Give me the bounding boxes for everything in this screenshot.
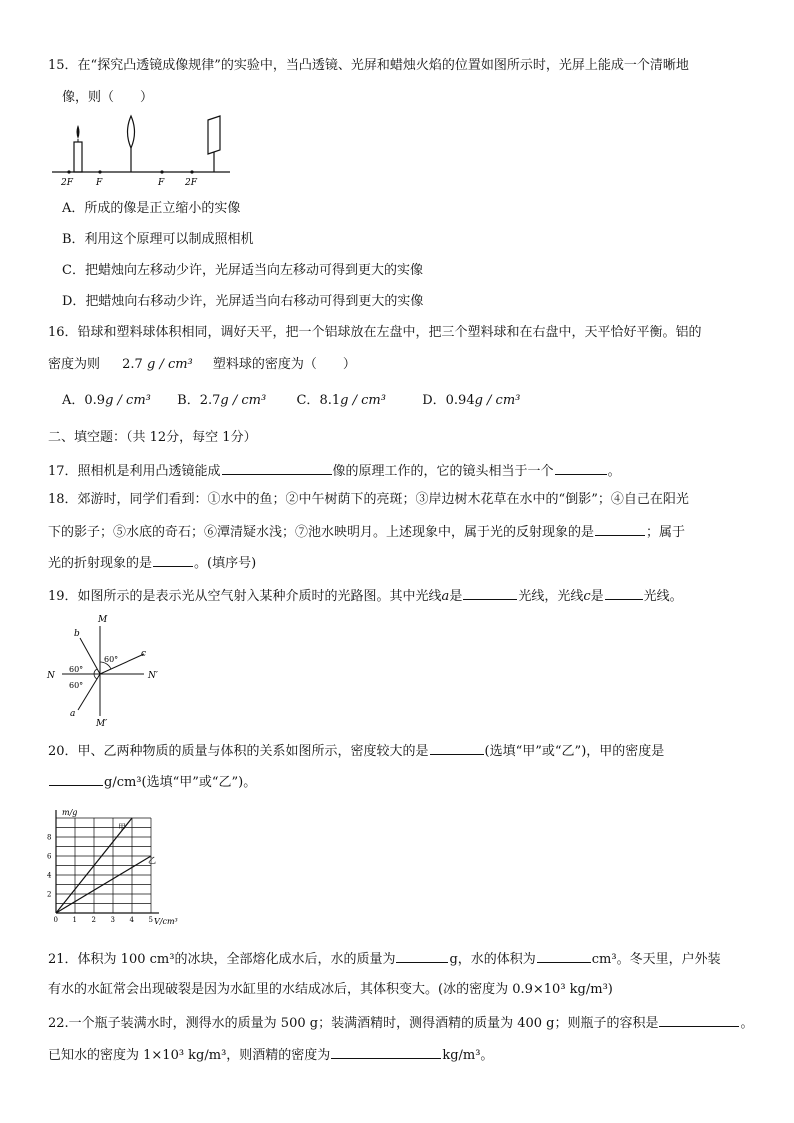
q18-line3-post: 。(填序号) <box>194 556 257 571</box>
chart-ylabel: m/g <box>62 808 78 817</box>
q22-line2-pre: 已知水的密度为 1×10³ kg/m³，则酒精的密度为 <box>48 1048 331 1063</box>
q18-line1: 18．郊游时，同学们看到：①水中的鱼；②中午树荫下的亮斑；③岸边树木花草在水中的“倒影”；④自己在阳光 <box>48 492 689 507</box>
q15-option-d: D．把蜡烛向右移动少许，光屏适当向右移动可得到更大的实像 <box>62 294 424 309</box>
q19-post: 光线。 <box>643 589 683 604</box>
q19-blank-2[interactable] <box>605 586 643 600</box>
q21-line1-mid: g，水的体积为 <box>449 952 536 967</box>
chart-y-tick-label: 4 <box>47 871 52 880</box>
q17-blank-1[interactable] <box>222 461 332 475</box>
q18-blank-reflection[interactable] <box>595 522 645 536</box>
chart-x-tick-label: 3 <box>110 916 115 924</box>
q16-option-c-label: C． <box>296 393 320 408</box>
label-m-prime: M′ <box>96 719 108 729</box>
q21-blank-volume[interactable] <box>537 949 591 963</box>
q16-option-d-unit: g / cm³ <box>474 393 521 408</box>
q19-mid2: 光线，光线 <box>518 589 584 604</box>
section-heading-fill-in: 二、填空题：（共 12分，每空 1分） <box>48 430 257 445</box>
candle-flame <box>77 125 80 139</box>
q22-blank-capacity[interactable] <box>659 1013 739 1027</box>
q20-line1-post: (选填“甲”或“乙”)，甲的密度是 <box>484 744 665 759</box>
q20-blank-2[interactable] <box>49 772 103 786</box>
chart-xlabel: V/cm³ <box>154 917 178 926</box>
q19-mid1: 是 <box>449 589 463 604</box>
chart-series-label-2: 乙 <box>148 856 156 865</box>
candle <box>74 142 82 172</box>
q20-line2 <box>48 772 256 792</box>
q19-blank-1[interactable] <box>463 586 517 600</box>
label-c: c <box>141 649 147 659</box>
q21-line1-pre: 21．体积为 100 cm³的冰块，全部熔化成水后，水的质量为 <box>48 952 396 967</box>
q21-line1-post: cm³。冬天里，户外装 <box>591 952 721 967</box>
q18-blank-refraction[interactable] <box>153 553 193 567</box>
q16-unit: g / cm³ <box>146 357 193 372</box>
q16-stem-line1: 16．铅球和塑料球体积相同，调好天平，把一个铝球放在左盘中，把三个塑料球和在右盘中，天平恰好平衡。铝的 <box>48 325 702 340</box>
q16-stem-line2 <box>48 356 356 374</box>
q15-stem-line1: 15．在“探究凸透镜成像规律”的实验中，当凸透镜、光屏和蜡烛火焰的位置如图所示时，光屏上能成一个清晰地 <box>48 58 689 73</box>
q15-option-b: B．利用这个原理可以制成照相机 <box>62 232 254 247</box>
q16-option-b-label: B． <box>177 393 200 408</box>
angle-label-3: 60° <box>104 655 119 664</box>
axis-label-f-left: F <box>96 178 103 188</box>
q19-ray-a: a <box>441 589 450 604</box>
q17-pre: 17．照相机是利用凸透镜能成 <box>48 464 221 479</box>
chart-x-tick-label: 2 <box>91 916 96 924</box>
q16-option-b <box>177 393 266 408</box>
q22-line1-post: 。 <box>740 1016 754 1031</box>
q18-line3-pre: 光的折射现象的是 <box>48 556 153 571</box>
label-m: M <box>98 615 108 625</box>
q17-blank-2[interactable] <box>555 461 607 475</box>
q15-option-a: A．所成的像是正立缩小的实像 <box>62 201 241 216</box>
q17-mid: 像的原理工作的，它的镜头相当于一个 <box>332 464 554 479</box>
q16-option-d-value: 0.94 <box>445 393 475 408</box>
mass-volume-chart <box>44 800 178 930</box>
q15-option-c: C．把蜡烛向左移动少许，光屏适当向左移动可得到更大的实像 <box>62 263 423 278</box>
label-a: a <box>70 709 76 719</box>
q16-stem-pre: 密度为则 <box>48 357 101 372</box>
q15-stem-line2: 像，则（ ） <box>62 90 154 105</box>
chart-x-tick-label: 4 <box>129 916 134 924</box>
q16-option-a <box>62 393 151 408</box>
chart-y-tick-label: 6 <box>47 852 52 861</box>
q16-options <box>62 392 520 410</box>
q21-line1 <box>48 949 721 969</box>
q20-blank-1[interactable] <box>430 741 484 755</box>
chart-x-tick-label: 5 <box>148 916 153 924</box>
q18-line2-pre: 下的影子；⑤水底的奇石；⑥潭清疑水浅；⑦池水映明月。上述现象中，属于光的反射现象的是 <box>48 525 595 540</box>
q16-option-c-unit: g / cm³ <box>340 393 386 408</box>
axis-label-f-right: F <box>158 178 165 188</box>
axis-label-2f-left: 2F <box>61 178 73 188</box>
chart-series-label-1: 甲 <box>118 823 126 832</box>
light-screen <box>208 116 220 154</box>
q17 <box>48 461 621 481</box>
q16-option-a-unit: g / cm³ <box>105 393 151 408</box>
q16-option-b-unit: g / cm³ <box>220 393 267 408</box>
angle-label-1: 60° <box>69 665 84 674</box>
axis-label-2f-right: 2F <box>185 178 197 188</box>
q16-option-c-value: 8.1 <box>319 393 341 408</box>
q16-al-density-value: 2.7 <box>122 357 143 372</box>
q19-ray-c: c <box>583 589 591 604</box>
q19 <box>48 586 683 606</box>
q20-line1 <box>48 741 664 761</box>
q21-line2: 有水的水缸常会出现破裂是因为水缸里的水结成冰后，其体积变大。(冰的密度为 0.9×10³ kg/m³) <box>48 982 613 997</box>
q16-option-d <box>422 393 520 408</box>
convex-lens <box>128 116 135 148</box>
label-b: b <box>74 629 80 639</box>
q16-option-a-value: 0.9 <box>84 393 106 408</box>
q20-line2-post: g/cm³(选填“甲”或“乙”)。 <box>104 775 257 790</box>
q16-option-b-value: 2.7 <box>199 393 221 408</box>
chart-y-tick-label: 2 <box>47 890 52 899</box>
chart-x-tick-label: 1 <box>72 916 77 924</box>
q22-blank-density[interactable] <box>331 1045 441 1059</box>
q22-line2-post: kg/m³。 <box>442 1048 494 1063</box>
q22-line2 <box>48 1045 493 1065</box>
q17-post: 。 <box>607 464 621 479</box>
q16-option-c <box>296 393 385 408</box>
q16-option-d-label: D． <box>422 393 446 408</box>
q19-mid3: 是 <box>590 589 604 604</box>
q19-pre: 19．如图所示的是表示光从空气射入某种介质时的光路图。其中光线 <box>48 589 442 604</box>
chart-y-tick-label: 8 <box>47 833 52 842</box>
q16-stem-post: 塑料球的密度为（ ） <box>212 357 356 372</box>
q22-line1-pre: 22.一个瓶子装满水时，测得水的质量为 500 g；装满酒精时，测得酒精的质量为 400 g；则瓶子的容积是 <box>48 1016 659 1031</box>
q22-line1 <box>48 1013 754 1033</box>
q16-option-a-label: A． <box>62 393 85 408</box>
q19-ray-diagram <box>44 614 164 729</box>
q18-line2-post: ；属于 <box>646 525 686 540</box>
label-n-prime: N′ <box>148 671 158 681</box>
label-n: N <box>47 671 55 681</box>
q21-blank-mass[interactable] <box>396 949 448 963</box>
q15-lens-figure <box>50 112 232 192</box>
angle-label-2: 60° <box>69 681 84 690</box>
chart-x-tick-label: 0 <box>53 916 58 924</box>
q18-line2 <box>48 522 685 542</box>
q20-line1-pre: 20．甲、乙两种物质的质量与体积的关系如图所示，密度较大的是 <box>48 744 429 759</box>
q18-line3 <box>48 553 256 573</box>
